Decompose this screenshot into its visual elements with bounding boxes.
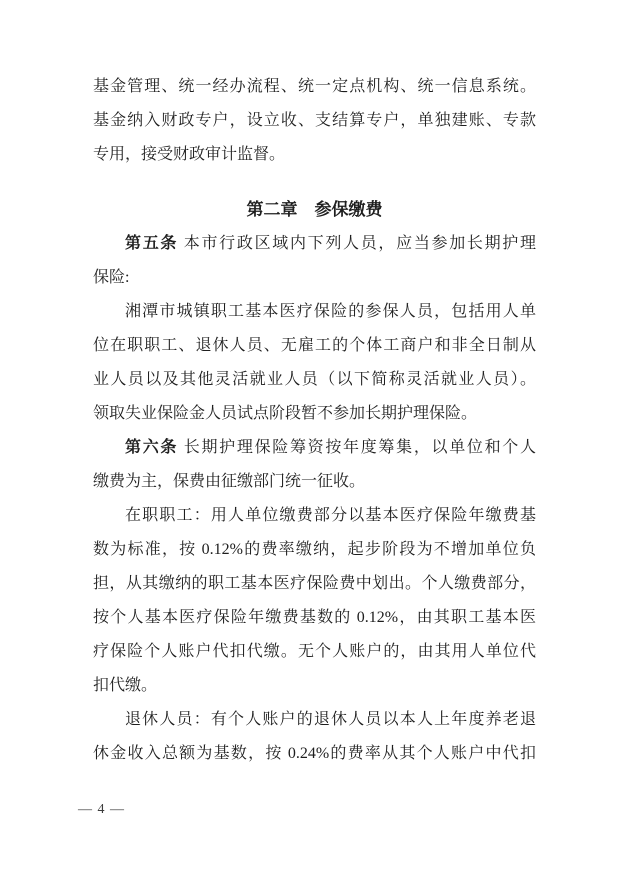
- text-line: 在职职工：用人单位缴费部分以基本医疗保险年缴费基: [125, 507, 536, 524]
- text-line: 休金收入总额为基数，按 0.24%的费率从其个人账户中代扣: [93, 745, 536, 762]
- chapter-heading-text: 第二章 参保缴费: [246, 200, 383, 219]
- text-line: 湘潭市城镇职工基本医疗保险的参保人员，包括用人单: [125, 303, 536, 320]
- text-line: 缴费为主，保费由征缴部门统一征收。: [93, 473, 366, 490]
- text-line: 疗保险个人账户代扣代缴。无个人账户的，由其用人单位代: [93, 643, 536, 660]
- para-retirees: [93, 703, 536, 771]
- text-line: 保险:: [93, 269, 130, 286]
- para-covered-persons: [93, 295, 536, 431]
- text-line: 按个人基本医疗保险年缴费基数的 0.12%，由其职工基本医: [93, 609, 536, 626]
- para-active-employees: [93, 499, 536, 703]
- text-line: 担，从其缴纳的职工基本医疗保险费中划出。个人缴费部分，: [93, 575, 536, 592]
- text-line: 领取失业保险金人员试点阶段暂不参加长期护理保险。: [93, 405, 478, 422]
- article-number-label: 第五条: [125, 235, 179, 252]
- text-line: 基金纳入财政专户，设立收、支结算专户，单独建账、专款: [93, 112, 536, 129]
- text-line: 第五条 本市行政区域内下列人员，应当参加长期护理: [125, 235, 536, 252]
- text-line: 基金管理、统一经办流程、统一定点机构、统一信息系统。: [93, 78, 536, 95]
- document-body: [93, 70, 536, 771]
- text-line: 数为标准，按 0.12%的费率缴纳，起步阶段为不增加单位负: [93, 541, 536, 558]
- text-line: 位在职职工、退休人员、无雇工的个体工商户和非全日制从: [93, 337, 536, 354]
- text-line: 第六条 长期护理保险筹资按年度筹集，以单位和个人: [125, 439, 536, 456]
- article-number-label: 第六条: [125, 439, 179, 456]
- para-fund-management: [93, 70, 536, 172]
- page-number: — 4 —: [78, 802, 125, 817]
- chapter-heading: [93, 193, 536, 227]
- text-line: 业人员以及其他灵活就业人员（以下简称灵活就业人员）。: [93, 371, 536, 388]
- article-5: [93, 227, 536, 295]
- text-line: 专用，接受财政审计监督。: [93, 146, 286, 163]
- text-line: 扣代缴。: [93, 677, 158, 694]
- text-line: 退休人员：有个人账户的退休人员以本人上年度养老退: [125, 711, 536, 728]
- article-6: [93, 431, 536, 499]
